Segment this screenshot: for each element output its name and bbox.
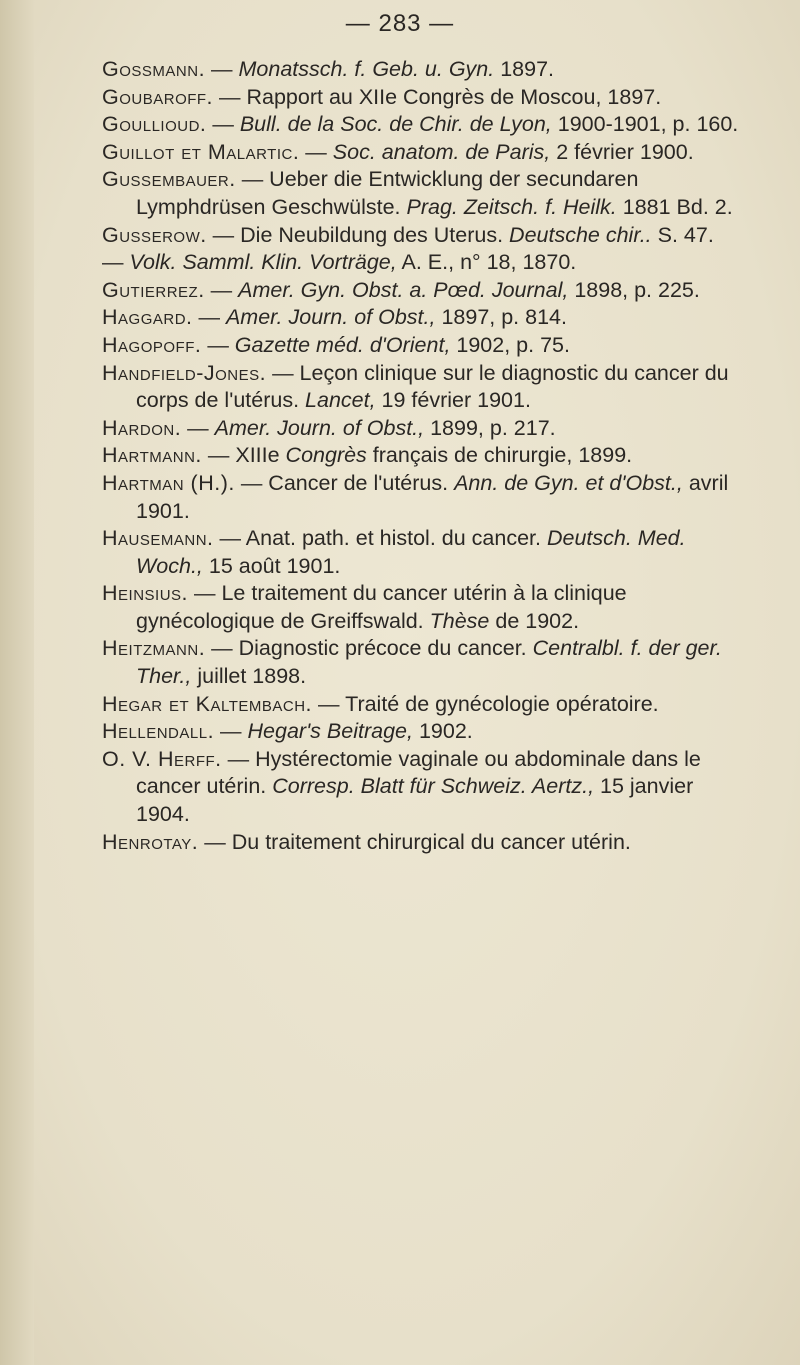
entry-source-title: Congrès bbox=[285, 443, 367, 468]
entry-author: Hagopoff. bbox=[102, 332, 202, 357]
entry-text: — Anat. path. et histol. du cancer. bbox=[213, 526, 547, 551]
entry-source-title: Corresp. Blatt für Schweiz. Aertz., bbox=[272, 774, 595, 799]
entry-text: — Cancer de l'utérus. bbox=[234, 470, 455, 495]
entry-text: avril 1901. bbox=[136, 470, 729, 523]
entry-text: juillet 1898. bbox=[191, 664, 307, 689]
entry-author: Gussembauer. bbox=[102, 167, 236, 192]
bibliography-entry bbox=[102, 139, 750, 167]
entry-text: 1899, p. 217. bbox=[424, 415, 556, 440]
entry-source-title: Deutsche chir.. bbox=[509, 222, 652, 247]
bibliography-entry bbox=[102, 360, 750, 415]
bibliography-entry bbox=[102, 277, 750, 305]
entry-author: Gossmann. bbox=[102, 57, 206, 81]
entry-author: Hartman (H.). bbox=[102, 470, 235, 495]
entry-author: Gutierrez. bbox=[102, 277, 205, 302]
entry-text: — Traité de gynécologie opératoire. bbox=[312, 691, 659, 716]
entry-text: — Du traitement chirurgical du cancer utérin. bbox=[198, 829, 631, 854]
entry-text: — bbox=[181, 415, 215, 440]
entry-text: — bbox=[204, 277, 239, 302]
bibliography-entry bbox=[102, 222, 750, 250]
entry-text: S. 47. bbox=[651, 222, 714, 247]
entry-source-title: Centralbl. f. der ger. Ther., bbox=[136, 636, 722, 689]
entry-source-title: Volk. Samml. Klin. Vorträge, bbox=[129, 250, 397, 275]
bibliography-entry bbox=[102, 415, 750, 443]
entry-text: — Hystérectomie vaginale ou abdominale dans le cancer utérin. bbox=[136, 746, 701, 799]
page-number: — 283 — bbox=[345, 10, 455, 37]
entry-text: — Diagnostic précoce du cancer. bbox=[205, 636, 533, 661]
entry-text: 15 janvier 1904. bbox=[136, 774, 694, 827]
entry-author: O. V. Herff. bbox=[102, 746, 222, 771]
entry-text: — Ueber die Entwicklung der secundaren Lymphdrüsen Geschwülste. bbox=[136, 167, 639, 219]
entry-text: — XIIIe bbox=[201, 443, 286, 468]
entry-source-title: Prag. Zeitsch. f. Heilk. bbox=[406, 194, 617, 219]
entry-author: Heinsius. bbox=[102, 581, 189, 606]
bibliography-entry bbox=[102, 111, 750, 139]
entry-source-title: Soc. anatom. de Paris, bbox=[332, 139, 551, 164]
bibliography-entry bbox=[102, 442, 750, 470]
entry-text: 1900-1901, p. 160. bbox=[551, 112, 739, 137]
entry-text: 1902, p. 75. bbox=[450, 332, 570, 357]
bibliography-list bbox=[102, 56, 750, 856]
entry-text: 1897. bbox=[494, 57, 555, 81]
entry-source-title: Amer. Journ. of Obst., bbox=[225, 305, 436, 330]
bibliography-entry bbox=[102, 332, 750, 360]
entry-author: Goubaroff. bbox=[102, 84, 214, 109]
bibliography-entry bbox=[102, 635, 750, 690]
entry-text: — bbox=[201, 332, 235, 357]
entry-author: Henrotay. bbox=[102, 829, 199, 854]
entry-author: Hartmann. bbox=[102, 443, 202, 468]
entry-text: 1881 Bd. 2. bbox=[616, 194, 733, 219]
entry-text: 1902. bbox=[412, 719, 473, 744]
entry-author: Goullioud. bbox=[102, 112, 207, 137]
entry-author: Handfield-Jones. bbox=[102, 360, 267, 385]
entry-text: — bbox=[192, 305, 226, 330]
page-gutter-shadow bbox=[0, 0, 34, 1365]
entry-text: — bbox=[205, 57, 239, 81]
entry-text: 1898, p. 225. bbox=[568, 277, 700, 302]
entry-author: Gusserow. bbox=[102, 222, 207, 247]
entry-author: Hellendall. bbox=[102, 719, 215, 744]
bibliography-entry bbox=[102, 829, 750, 857]
entry-source-title: Amer. Gyn. Obst. a. Pœd. Journal, bbox=[238, 277, 569, 302]
entry-text: A. E., n° 18, 1870. bbox=[396, 250, 577, 275]
entry-source-title: Ann. de Gyn. et d'Obst., bbox=[454, 470, 683, 495]
entry-author: Heitzmann. bbox=[102, 636, 206, 661]
bibliography-entry bbox=[102, 525, 750, 580]
bibliography-entry bbox=[102, 746, 750, 829]
entry-source-title: Hegar's Beitrage, bbox=[247, 719, 413, 744]
entry-author: Guillot et Malartic. bbox=[102, 139, 300, 164]
bibliography-entry bbox=[102, 580, 750, 635]
entry-text: — Le traitement du cancer utérin à la clinique gynécologique de Greiffswald. bbox=[136, 581, 627, 633]
entry-source-title: Thèse bbox=[429, 608, 490, 633]
entry-text: 15 août 1901. bbox=[202, 553, 341, 578]
entry-text: — Die Neubildung des Uterus. bbox=[206, 222, 510, 247]
entry-source-title: Bull. de la Soc. de Chir. de Lyon, bbox=[239, 112, 552, 137]
entry-text: 2 février 1900. bbox=[550, 139, 694, 164]
entry-text: — bbox=[206, 112, 240, 137]
bibliography-entry bbox=[102, 166, 750, 221]
bibliography-entry bbox=[102, 84, 750, 112]
bibliography-entry bbox=[102, 304, 750, 332]
entry-author: Hardon. bbox=[102, 415, 182, 440]
entry-author: Haggard. bbox=[102, 305, 193, 330]
entry-source-title: Gazette méd. d'Orient, bbox=[234, 332, 451, 357]
entry-source-title: Amer. Journ. of Obst., bbox=[214, 415, 425, 440]
bibliography-entry bbox=[102, 56, 750, 84]
bibliography-entry bbox=[102, 249, 750, 277]
entry-author: Hegar et Kaltembach. bbox=[102, 691, 313, 716]
entry-source-title: Lancet, bbox=[305, 388, 376, 413]
entry-source-title: Deutsch. Med. Woch., bbox=[136, 526, 686, 578]
entry-text: — bbox=[299, 139, 333, 164]
entry-text: de 1902. bbox=[489, 608, 580, 633]
entry-text: — bbox=[214, 719, 248, 744]
entry-text: — Leçon clinique sur le diagnostic du cancer du corps de l'utérus. bbox=[136, 360, 729, 413]
bibliography-entry bbox=[102, 691, 750, 719]
entry-text: — bbox=[102, 250, 130, 275]
entry-source-title: Monatssch. f. Geb. u. Gyn. bbox=[238, 57, 495, 81]
entry-text: 19 février 1901. bbox=[375, 388, 531, 413]
entry-text: 1897, p. 814. bbox=[435, 305, 567, 330]
entry-author: Hausemann. bbox=[102, 526, 214, 551]
bibliography-entry bbox=[102, 470, 750, 525]
entry-text: français de chirurgie, 1899. bbox=[366, 443, 633, 468]
entry-text: — Rapport au XIIe Congrès de Moscou, 1897. bbox=[213, 84, 662, 109]
bibliography-entry bbox=[102, 718, 750, 746]
